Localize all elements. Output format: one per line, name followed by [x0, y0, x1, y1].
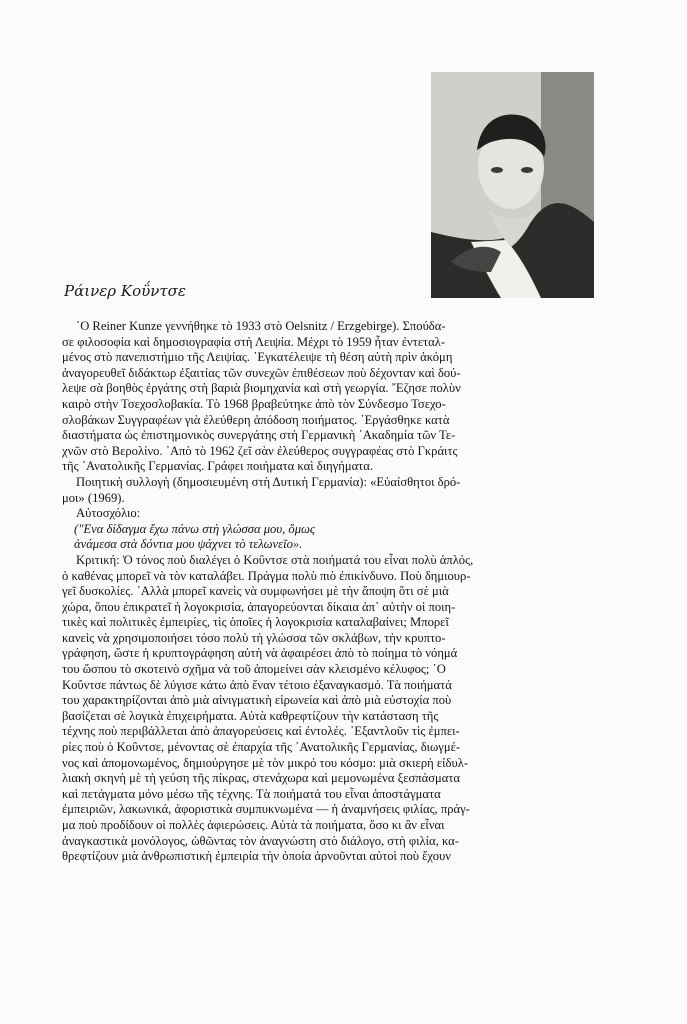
self-commentary-label: Αὐτοσχόλιο: [76, 506, 141, 521]
text-line: χνῶν στὸ Βερολίνο. ᾿Απὸ τὸ 1962 ζεῖ σὰν ἐλεύθερος συγγραφέας στὸ Γκράιτς [62, 443, 458, 458]
biography-paragraph [62, 319, 596, 475]
text-line: Κοΰντσε πάντως δὲ λύγισε κάτω ἀπὸ ἕναν τέτοιο ἐξαναγκασμό. Τὰ ποιήματά [62, 677, 452, 692]
text-line: ἐμπειριῶν, λακωνικά, ἀφοριστικὰ συμπυκνωμένα — ἡ ἀναμνήσεις φιλίας, πράγ- [62, 802, 470, 817]
text-line: γράφηση, ὥστε ἡ κρυπτογράφηση αὐτὴ νὰ ἀφαιρέσει ἀπὸ τὸ ποίημα τὸ νόημά [62, 646, 458, 661]
text-line: ἀναγκαστικὰ μονόλογος, ὠθῶντας τὸν ἀναγνώστη στὸ διάλογο, στὴ φιλία, κα- [62, 833, 459, 848]
text-line: τῆς ᾿Ανατολικῆς Γερμανίας. Γράφει ποιήματα καὶ διηγήματα. [62, 459, 373, 474]
text-line: χώρα, ὅπου ἐπικρατεῖ ἡ λογοκρισία, ἀπαγορεύονται δίκαια ἀπ᾿ αὐτὴν οἱ ποιη- [62, 599, 456, 614]
quote-line: ("Ενα δίδαγμα ἔχω πάνω στὴ γλώσσα μου, ὅμως [74, 521, 316, 536]
text-line: Ποιητικὴ συλλογὴ (δημοσιευμένη στὴ Δυτικὴ Γερμανία): «Εὐαίσθητοι δρό- [76, 474, 461, 489]
text-line: γεῖ δυσκολίες. ᾿Αλλὰ μπορεῖ κανεὶς νὰ συμφωνήσει μὲ τὴν ἄποψη ὅτι σὲ μιὰ [62, 584, 449, 599]
text-line: νος καὶ ἀπομονωμένος, δημιούργησε μὲ τὸν μικρό του κόσμο: μιὰ σκιερὴ εἰδυλ- [62, 755, 469, 770]
text-line: βασίζεται σὲ λογικὰ ἐπιχειρήματα. Αὐτὰ καθρεφτίζουν τὴν κατάσταση τῆς [62, 708, 439, 723]
text-line: σε φιλοσοφία καὶ δημοσιογραφία στὴ Λειψία. Μέχρι τὸ 1959 ἦταν ἐντεταλ- [62, 334, 446, 349]
text-line: λιακὴ σκηνὴ μὲ τὴ γεύση τῆς πίκρας, στενάχωρα καὶ μεμονωμένα ξεσπάσματα [62, 771, 461, 786]
text-line: τέχνης ποὺ περιβάλλεται ἀπὸ ἀπαγορεύσεις καὶ ἐντολές. ᾿Εξαντλοῦν τὶς ἐμπει- [62, 724, 460, 739]
text-line: ῾Ο Reiner Kunze γεννήθηκε τὸ 1933 στὸ Oelsnitz / Erzgebirge). Σπούδα- [76, 319, 446, 333]
author-portrait-photo [431, 72, 594, 298]
text-line: του χαρακτηρίζονται ἀπὸ μιὰ αἰνιγματικὴ εἰρωνεία καὶ ἀπὸ μιὰ εὐστοχία ποὺ [62, 693, 452, 708]
text-line: του ὥσπου τὸ σκοτεινὸ σχῆμα νὰ τοῦ ἀπομείνει σὰν κλεισμένο κέλυφος; ῾Ο [62, 662, 446, 677]
self-commentary-section [62, 506, 596, 553]
text-line: θρεφτίζουν μιὰ ἀνθρωπιστικὴ ἐμπειρία τὴν ὁποία ἀρνοῦνται αὐτοὶ ποὺ ἔχουν [62, 849, 451, 864]
text-line: μένος στὸ πανεπιστήμιο τῆς Λειψίας. ᾿Εγκατέλειψε τὴ θέση αὐτὴ πρὶν ἀκόμη [62, 350, 453, 365]
text-line: μοι» (1969). [62, 490, 125, 505]
critique-paragraph [62, 553, 596, 865]
text-line: τικὲς καὶ πολιτικὲς ἐμπειρίες, τὶς ὁποῖες ἡ λογοκρισία καταλαβαίνει; Μπορεῖ [62, 615, 449, 630]
quote-line: ἀνάμεσα στὰ δόντια μου ψάχνει τὸ τελωνεῖο». [74, 537, 303, 552]
text-line: καιρὸ στὴν Τσεχοσλοβακία. Τὸ 1968 βραβεύτηκε ἀπὸ τὸν Σύνδεσμο Τσεχο- [62, 396, 446, 411]
text-line: ὁ καθένας μπορεῖ νὰ τὸν καταλάβει. Πράγμα πολὺ πιὸ ἐπικίνδυνο. Ποὺ δημιουρ- [62, 568, 471, 583]
text-line: καὶ πετάγματα μόνο μέσω τῆς τέχνης. Τὰ ποιήματά του εἶναι ἀποστάγματα [62, 786, 441, 801]
text-line: ἀναγορευθεῖ διδάκτωρ ἐξαιτίας τῶν συνεχῶν ἐπιθέσεων ποὺ δέχονταν καὶ δού- [62, 365, 461, 380]
text-line: σλοβάκων Συγγραφέων γιὰ ἐλεύθερη ἀπόδοση ποιήματος. ᾿Εργάσθηκε κατὰ [62, 412, 450, 427]
author-name-heading: Ράινερ Κοΰντσε [64, 282, 186, 300]
portrait-illustration [431, 72, 594, 298]
author-biography-text [62, 319, 596, 865]
text-line: λεψε σὰ βοηθὸς ἐργάτης στὴ βαριὰ βιομηχανία καὶ στὴ γεωργία. ῎Εζησε πολὺν [62, 381, 461, 396]
poetry-collection-paragraph [62, 475, 596, 506]
text-line: Κριτική: Ὁ τόνος ποὺ διαλέγει ὁ Κοΰντσε στὰ ποιήματά του εἶναι πολὺ ἁπλός, [76, 552, 474, 567]
text-line: ρίες ποὺ ὁ Κοΰντσε, μένοντας σὲ ἐπαρχία τῆς ᾿Ανατολικῆς Γερμανίας, διωγμέ- [62, 740, 461, 755]
text-line: κανεὶς νὰ χρησιμοποιήσει τόσο πολὺ τὴ γλώσσα τῶν σκλάβων, τὴν κρυπτο- [62, 630, 446, 645]
text-line: διαστήματα ὡς ἐπιστημονικὸς συνεργάτης στὴ Γερμανικὴ ᾿Ακαδημία τῶν Τε- [62, 428, 456, 443]
text-line: μα ποὺ προδίδουν οἱ πολλὲς ἀφιερώσεις. Αὐτὰ τὰ ποιήματα, ὅσο κι ἂν εἶναι [62, 818, 445, 832]
